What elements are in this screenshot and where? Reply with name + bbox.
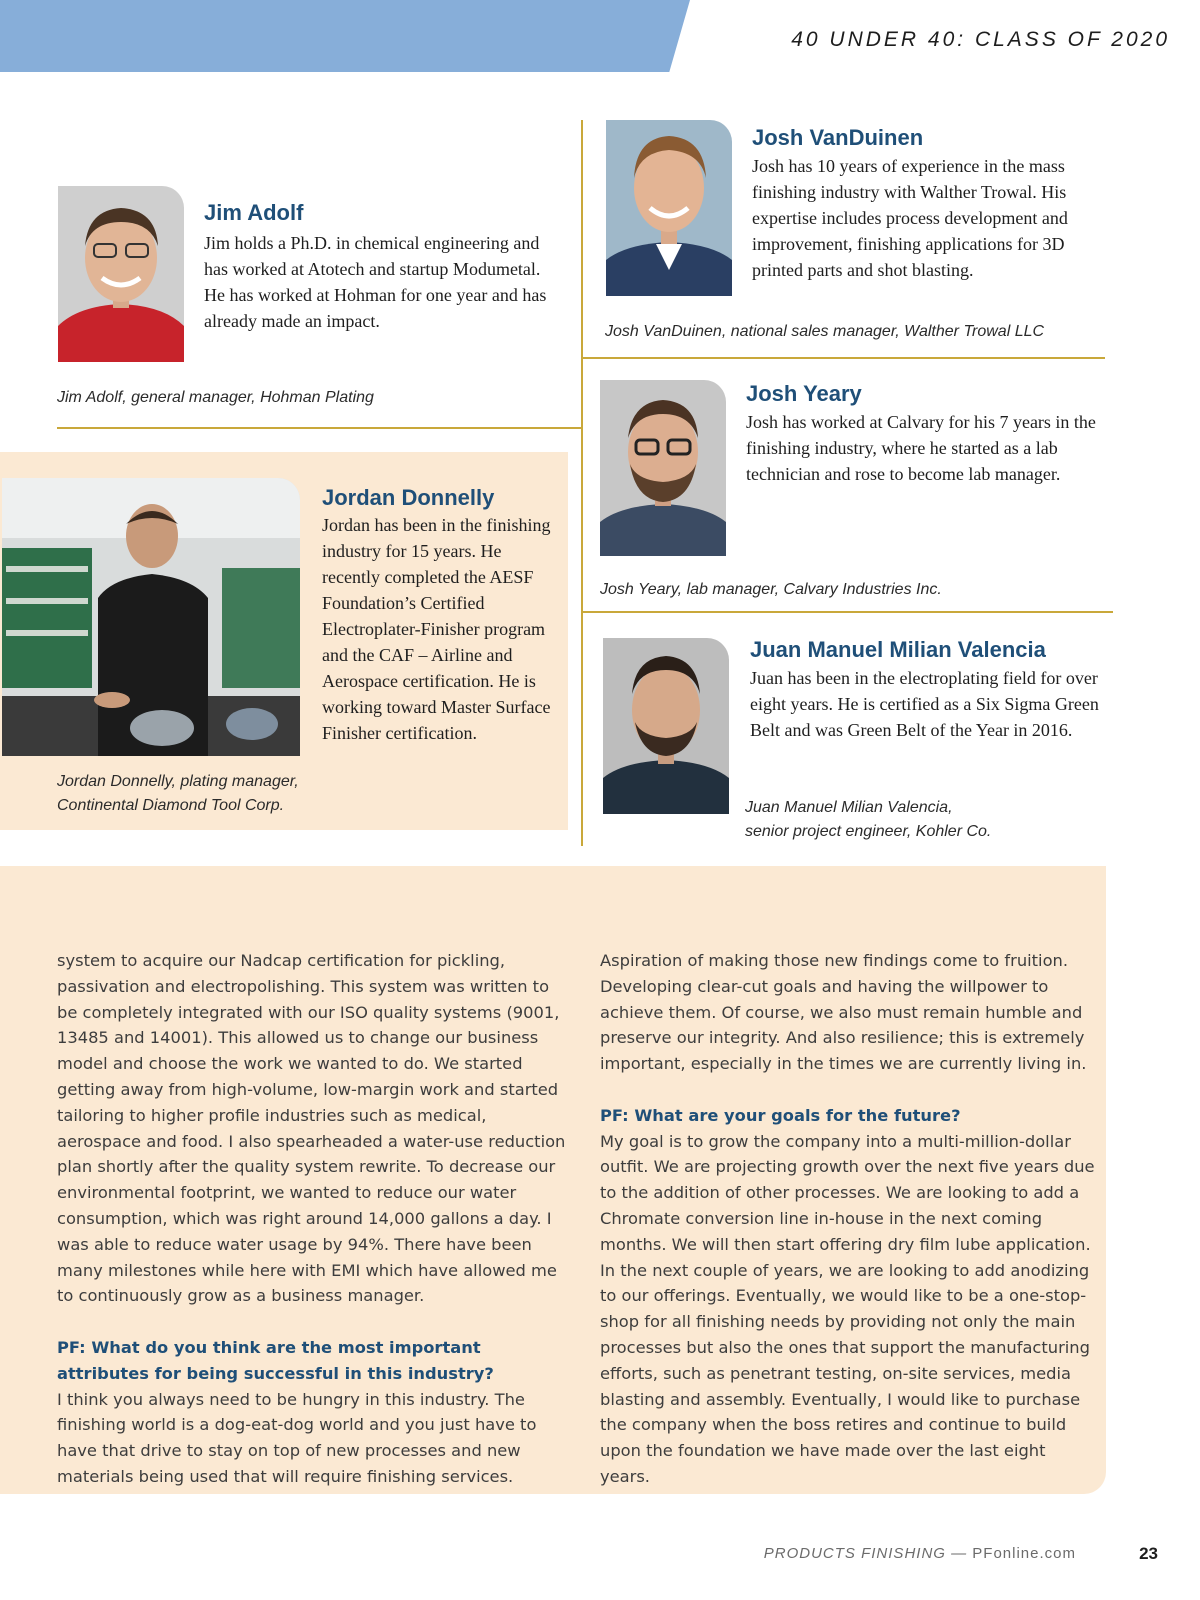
article-paragraph: I think you always need to be hungry in this industry. The finishing world is a dog-eat-dog world and you just have to have that drive to stay on top of new processes and new materials being used that will require finishing services. bbox=[57, 1389, 537, 1486]
caption-line: Juan Manuel Milian Valencia, bbox=[745, 799, 953, 816]
divider-yeary bbox=[582, 611, 1113, 613]
juan-valencia-photo bbox=[603, 638, 729, 814]
profile-caption: Josh Yeary, lab manager, Calvary Industries Inc. bbox=[600, 581, 942, 598]
profile-name: Josh VanDuinen bbox=[752, 125, 924, 150]
profile-name: Jim Adolf bbox=[204, 200, 304, 225]
profile-caption bbox=[745, 796, 991, 844]
article-paragraph: My goal is to grow the company into a multi-million-dollar outfit. We are projecting growth over the next five years due to the addition of other processes. We are looking to add a Chromate conversion line in-house in the next coming months. We will then start offering dry film lube application. In the next couple of years, we are looking to add anodizing to our offerings. Eventually, we would like to be a one-stop-shop for all finishing needs by providing not only the main processes but also the ones that support the manufacturing efforts, such as penetrant testing, on-site services, media blasting and assembly. Eventually, I would like to purchase the company when the boss retires and continue to build upon the foundation we have made over the last eight years. bbox=[600, 1131, 1095, 1486]
article-question: PF: What do you think are the most important attributes for being successful in this industry? bbox=[57, 1337, 494, 1383]
header-banner bbox=[0, 0, 690, 72]
profile-bio: Juan has been in the electroplating field for over eight years. He is certified as a Six Sigma Green Belt and was Green Belt of the Year in 2016. bbox=[750, 668, 1099, 740]
profile-bio: Jordan has been in the finishing industry for 15 years. He recently completed the AESF Foundation’s Certified Electroplater-Finisher program and the CAF – Airline and Aerospace certification. He is working toward Master Surface Finisher certification. bbox=[322, 515, 551, 743]
magazine-name: PRODUCTS FINISHING — bbox=[763, 1545, 968, 1562]
profile-name: Juan Manuel Milian Valencia bbox=[750, 637, 1046, 662]
profile-name: Jordan Donnelly bbox=[322, 485, 495, 510]
jordan-donnelly-photo bbox=[2, 478, 300, 756]
jim-adolf-photo bbox=[58, 186, 184, 362]
page-number: 23 bbox=[1139, 1544, 1158, 1563]
center-divider bbox=[581, 120, 583, 846]
josh-vanduinen-photo bbox=[606, 120, 732, 296]
website-link[interactable]: PFonline.com bbox=[972, 1545, 1076, 1562]
article-paragraph: system to acquire our Nadcap certification for pickling, passivation and electropolishing. This system was written to be completely integrated with our ISO quality systems (9001, 13485 and 14001). This allowed us to change our business model and choose the work we wanted to do. We started getting away from high-volume, low-margin work and started tailoring to higher profile industries such as medical, aerospace and food. I also spearheaded a water-use reduction plan shortly after the quality system rewrite. To decrease our environmental footprint, we wanted to reduce our water consumption, which was right around 14,000 gallons a day. I was able to reduce water usage by 94%. There have been many milestones while here with EMI which have allowed me to continuously grow as a business manager. bbox=[57, 951, 566, 1306]
profile-caption bbox=[57, 770, 299, 818]
profile-name: Josh Yeary bbox=[746, 381, 862, 406]
caption-line: senior project engineer, Kohler Co. bbox=[745, 823, 992, 840]
profile-bio: Josh has 10 years of experience in the mass finishing industry with Walther Trowal. His expertise includes process development and improvement, finishing applications for 3D printed parts and shot blasting. bbox=[752, 156, 1068, 280]
article-left-column bbox=[57, 948, 569, 1516]
caption-line: Jordan Donnelly, plating manager, bbox=[57, 773, 299, 790]
profile-caption: Josh VanDuinen, national sales manager, Walther Trowal LLC bbox=[605, 323, 1045, 340]
profile-bio: Josh has worked at Calvary for his 7 years in the finishing industry, where he started as a lab technician and rose to become lab manager. bbox=[746, 412, 1096, 484]
divider-vanduinen bbox=[582, 357, 1105, 359]
article-right-column bbox=[600, 948, 1096, 1516]
profile-caption: Jim Adolf, general manager, Hohman Plating bbox=[57, 389, 374, 406]
josh-yeary-photo bbox=[600, 380, 726, 556]
article-question: PF: What are your goals for the future? bbox=[600, 1105, 961, 1125]
caption-line: Continental Diamond Tool Corp. bbox=[57, 797, 285, 814]
footer-publication bbox=[764, 1545, 1076, 1562]
divider-jim bbox=[57, 427, 582, 429]
profile-bio: Jim holds a Ph.D. in chemical engineering and has worked at Atotech and startup Modumetal. He has worked at Hohman for one year and has already made an impact. bbox=[204, 233, 547, 331]
section-title: 40 UNDER 40: CLASS OF 2020 bbox=[791, 28, 1170, 51]
article-paragraph: Aspiration of making those new findings come to fruition. Developing clear-cut goals and having the willpower to achieve them. Of course, we also must remain humble and preserve our integrity. And also resilience; this is extremely important, especially in the times we are currently living in. bbox=[600, 951, 1087, 1074]
